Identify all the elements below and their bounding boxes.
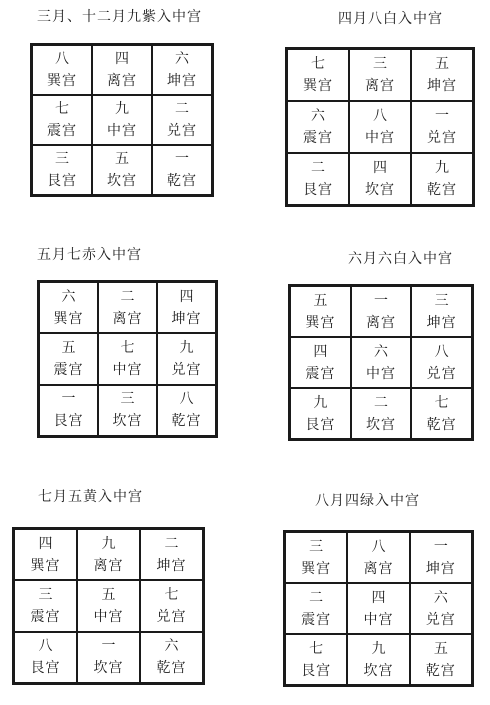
cell-qian [411, 388, 472, 439]
star-number: 八 [179, 391, 194, 408]
palace-name: 兑宫 [425, 611, 456, 628]
palace-name: 乾宫 [425, 662, 456, 679]
star-number: 五 [313, 292, 328, 309]
cell-gen [285, 634, 347, 685]
cell-kun [152, 45, 212, 95]
cell-dui [411, 101, 473, 153]
palace-name: 艮宫 [303, 182, 333, 198]
cell-li [92, 45, 152, 95]
panel-title-5: 七月五黄入中宫 [38, 489, 143, 505]
star-number: 一 [175, 151, 189, 167]
cell-gen [39, 385, 98, 436]
star-number: 七 [120, 339, 135, 356]
palace-name: 震宫 [53, 361, 84, 378]
cell-gen [32, 145, 92, 195]
palace-name: 巽宫 [305, 314, 336, 331]
panel-title-1: 三月、十二月九紫入中宫 [37, 9, 202, 25]
star-number: 七 [311, 56, 325, 72]
palace-name: 巽宫 [47, 73, 77, 89]
cell-xun [39, 282, 98, 333]
palace-name: 坤宫 [426, 314, 457, 331]
palace-name: 离宫 [93, 557, 124, 574]
palace-name: 离宫 [363, 560, 394, 577]
star-number: 七 [55, 101, 69, 117]
palace-name: 坤宫 [156, 557, 187, 574]
cell-kun [157, 282, 216, 333]
cell-li [98, 282, 157, 333]
star-number: 八 [38, 638, 53, 655]
star-number: 五 [101, 586, 116, 603]
palace-name: 离宫 [365, 78, 395, 94]
cell-zhong [351, 337, 412, 388]
star-number: 三 [55, 151, 69, 167]
star-number: 八 [55, 51, 69, 67]
palace-name: 乾宫 [171, 413, 202, 430]
star-number: 五 [435, 56, 449, 72]
grid-5 [12, 527, 205, 685]
cell-dui [140, 580, 203, 631]
palace-name: 兑宫 [427, 130, 457, 146]
star-number: 九 [313, 394, 328, 411]
cell-li [77, 529, 140, 580]
star-number: 七 [164, 586, 179, 603]
star-number: 二 [120, 288, 135, 305]
palace-name: 中宫 [112, 361, 143, 378]
cell-qian [410, 634, 472, 685]
star-number: 二 [309, 589, 324, 606]
star-number: 四 [115, 51, 129, 67]
star-number: 一 [373, 292, 388, 309]
palace-name: 乾宫 [427, 182, 457, 198]
palace-name: 震宫 [303, 130, 333, 146]
palace-name: 兑宫 [426, 365, 457, 382]
cell-dui [411, 337, 472, 388]
palace-name: 中宫 [365, 130, 395, 146]
star-number: 二 [373, 394, 388, 411]
star-number: 六 [311, 108, 325, 124]
palace-name: 震宫 [30, 608, 61, 625]
panel-title-2: 四月八白入中宫 [338, 11, 443, 27]
palace-name: 离宫 [107, 73, 137, 89]
palace-name: 艮宫 [47, 173, 77, 189]
palace-name: 巽宫 [303, 78, 333, 94]
palace-name: 离宫 [365, 314, 396, 331]
star-number: 三 [434, 292, 449, 309]
star-number: 八 [371, 538, 386, 555]
palace-name: 震宫 [301, 611, 332, 628]
star-number: 五 [61, 339, 76, 356]
panel-title-4: 六月六白入中宫 [348, 251, 453, 267]
palace-name: 震宫 [305, 365, 336, 382]
star-number: 四 [371, 589, 386, 606]
cell-kan [92, 145, 152, 195]
palace-name: 艮宫 [301, 662, 332, 679]
cell-qian [140, 632, 203, 683]
palace-name: 坤宫 [171, 310, 202, 327]
star-number: 五 [115, 151, 129, 167]
grid-6 [283, 530, 474, 687]
cell-kun [411, 49, 473, 101]
star-number: 七 [309, 640, 324, 657]
cell-gen [14, 632, 77, 683]
cell-zhen [290, 337, 351, 388]
cell-xun [287, 49, 349, 101]
star-number: 四 [373, 160, 387, 176]
star-number: 三 [120, 391, 135, 408]
cell-kan [77, 632, 140, 683]
palace-name: 艮宫 [30, 660, 61, 677]
palace-name: 乾宫 [167, 173, 197, 189]
star-number: 六 [164, 638, 179, 655]
palace-name: 中宫 [107, 123, 137, 139]
cell-kan [347, 634, 409, 685]
cell-kun [411, 286, 472, 337]
cell-dui [152, 95, 212, 145]
palace-name: 中宫 [365, 365, 396, 382]
star-number: 一 [433, 538, 448, 555]
palace-name: 中宫 [363, 611, 394, 628]
star-number: 六 [61, 288, 76, 305]
palace-name: 坤宫 [427, 78, 457, 94]
star-number: 七 [434, 394, 449, 411]
grid-1 [30, 43, 214, 197]
cell-li [351, 286, 412, 337]
star-number: 九 [101, 535, 116, 552]
star-number: 二 [311, 160, 325, 176]
palace-name: 兑宫 [171, 361, 202, 378]
cell-zhen [39, 333, 98, 384]
star-number: 二 [175, 101, 189, 117]
cell-xun [32, 45, 92, 95]
cell-zhen [287, 101, 349, 153]
star-number: 三 [38, 586, 53, 603]
palace-name: 震宫 [47, 123, 77, 139]
palace-name: 坤宫 [425, 560, 456, 577]
star-number: 五 [433, 640, 448, 657]
palace-name: 乾宫 [156, 660, 187, 677]
star-number: 八 [373, 108, 387, 124]
cell-zhen [32, 95, 92, 145]
grid-4 [288, 284, 474, 441]
star-number: 六 [433, 589, 448, 606]
panel-title-3: 五月七赤入中宫 [37, 247, 142, 263]
palace-name: 坎宫 [363, 662, 394, 679]
palace-name: 坎宫 [112, 413, 143, 430]
palace-name: 离宫 [112, 310, 143, 327]
palace-name: 坎宫 [365, 182, 395, 198]
star-number: 四 [313, 343, 328, 360]
cell-li [347, 532, 409, 583]
star-number: 一 [61, 391, 76, 408]
cell-kun [140, 529, 203, 580]
cell-zhong [347, 583, 409, 634]
star-number: 九 [435, 160, 449, 176]
cell-qian [152, 145, 212, 195]
cell-zhong [349, 101, 411, 153]
cell-xun [14, 529, 77, 580]
palace-name: 乾宫 [426, 416, 457, 433]
star-number: 八 [434, 343, 449, 360]
cell-xun [285, 532, 347, 583]
grid-2 [285, 47, 475, 207]
cell-li [349, 49, 411, 101]
cell-gen [287, 153, 349, 205]
cell-zhen [285, 583, 347, 634]
cell-zhong [98, 333, 157, 384]
star-number: 六 [373, 343, 388, 360]
palace-name: 巽宫 [53, 310, 84, 327]
cell-zhong [77, 580, 140, 631]
cell-zhen [14, 580, 77, 631]
cell-kan [98, 385, 157, 436]
star-number: 二 [164, 535, 179, 552]
palace-name: 坎宫 [93, 660, 124, 677]
cell-qian [157, 385, 216, 436]
star-number: 一 [101, 638, 116, 655]
cell-kun [410, 532, 472, 583]
grid-3 [37, 280, 218, 438]
palace-name: 坎宫 [365, 416, 396, 433]
palace-name: 艮宫 [305, 416, 336, 433]
cell-kan [349, 153, 411, 205]
cell-gen [290, 388, 351, 439]
panel-title-6: 八月四绿入中宫 [315, 493, 420, 509]
palace-name: 坤宫 [167, 73, 197, 89]
cell-kan [351, 388, 412, 439]
star-number: 一 [435, 108, 449, 124]
star-number: 四 [179, 288, 194, 305]
palace-name: 坎宫 [107, 173, 137, 189]
palace-name: 中宫 [93, 608, 124, 625]
star-number: 六 [175, 51, 189, 67]
star-number: 三 [373, 56, 387, 72]
star-number: 九 [371, 640, 386, 657]
star-number: 九 [115, 101, 129, 117]
palace-name: 兑宫 [156, 608, 187, 625]
palace-name: 巽宫 [301, 560, 332, 577]
cell-qian [411, 153, 473, 205]
cell-xun [290, 286, 351, 337]
palace-name: 巽宫 [30, 557, 61, 574]
palace-name: 兑宫 [167, 123, 197, 139]
star-number: 九 [179, 339, 194, 356]
star-number: 三 [309, 538, 324, 555]
palace-name: 艮宫 [53, 413, 84, 430]
cell-dui [157, 333, 216, 384]
cell-zhong [92, 95, 152, 145]
cell-dui [410, 583, 472, 634]
star-number: 四 [38, 535, 53, 552]
